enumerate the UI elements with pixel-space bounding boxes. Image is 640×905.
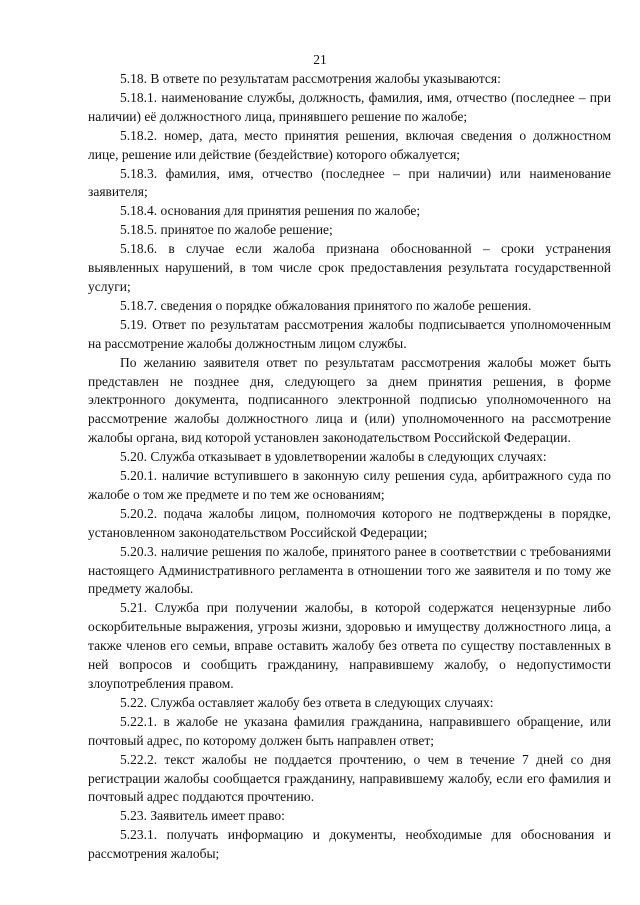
paragraph-5-18-5: 5.18.5. принятое по жалобе решение;: [120, 222, 333, 238]
paragraph-5-18-3: 5.18.3. фамилия, имя, отчество (последнее – при наличии) или наименование заявителя;: [88, 165, 611, 200]
paragraph-5-18-6: 5.18.6. в случае если жалоба признана обоснованной – сроки устранения выявленных нарушений, в том числе срок предоставления результата государственной услуги;: [88, 241, 611, 294]
paragraph-5-18: 5.18. В ответе по результатам рассмотрения жалобы указываются:: [120, 71, 501, 86]
paragraph-5-18-1: 5.18.1. наименование службы, должность, фамилия, имя, отчество (последнее – при наличии) её должностного лица, принявшего решение по жалобе;: [88, 89, 611, 124]
paragraph-5-20-3: 5.20.3. наличие решения по жалобе, принятого ранее в соответствии с требованиями настоящего Административного регламента в отношении того же заявителя и по тому же предмету жалобы.: [88, 543, 611, 597]
paragraph-5-23-1: 5.23.1. получать информацию и документы, необходимые для обоснования и рассмотрения жалобы;: [88, 827, 611, 862]
paragraph-5-18-2: 5.18.2. номер, дата, место принятия решения, включая сведения о должностном лице, решение или действие (бездействие) которого обжалуется;: [88, 127, 611, 162]
paragraph-5-19: 5.19. Ответ по результатам рассмотрения жалобы подписывается уполномоченным на рассмотрение жалобы должностным лицом службы.: [88, 316, 611, 351]
paragraph-5-22-1: 5.22.1. в жалобе не указана фамилия гражданина, направившего обращение, или почтовый адрес, по которому должен быть направлен ответ;: [88, 713, 611, 748]
page-number: 21: [313, 52, 327, 67]
paragraph-5-20: 5.20. Служба отказывает в удовлетворении жалобы в следующих случаях:: [120, 449, 547, 465]
paragraph-5-22: 5.22. Служба оставляет жалобу без ответа в следующих случаях:: [120, 694, 494, 710]
paragraph-5-21: 5.21. Служба при получении жалобы, в которой содержатся нецензурные либо оскорбительные выражения, угрозы жизни, здоровью и имуществу должностного лица, а также членов его семьи, вправе оставить жалобу без ответа по существу поставленных в ней вопросов и сообщить гражданину, направившему жалобу, о недопустимости злоупотребления правом.: [88, 600, 611, 691]
paragraph-5-18-7: 5.18.7. сведения о порядке обжалования принятого по жалобе решения.: [120, 297, 532, 313]
paragraph-5-18-4: 5.18.4. основания для принятия решения по жалобе;: [120, 203, 421, 219]
paragraph-5-20-2: 5.20.2. подача жалобы лицом, полномочия которого не подтверждены в порядке, установленном законодательством Российской Федерации;: [88, 505, 611, 540]
document-body: [88, 70, 611, 864]
paragraph-5-23: 5.23. Заявитель имеет право:: [120, 808, 285, 824]
paragraph-5-20-1: 5.20.1. наличие вступившего в законную силу решения суда, арбитражного суда по жалобе о том же предмете и по тем же основаниям;: [88, 468, 611, 502]
paragraph-electronic-response: По желанию заявителя ответ по результатам рассмотрения жалобы может быть представлен не позднее дня, следующего за днем принятия решения, в форме электронного документа, подписанного электронной подписью уполномоченного на рассмотрение жалобы должностного лица и (или) уполномоченного на рассмотрение жалобы органа, вид которой установлен законодательством Российской Федерации.: [88, 354, 611, 446]
paragraph-5-22-2: 5.22.2. текст жалобы не поддается прочтению, о чем в течение 7 дней со дня регистрации жалобы сообщается гражданину, направившему жалобу, если его фамилия и почтовый адрес поддаются прочтению.: [88, 751, 611, 805]
